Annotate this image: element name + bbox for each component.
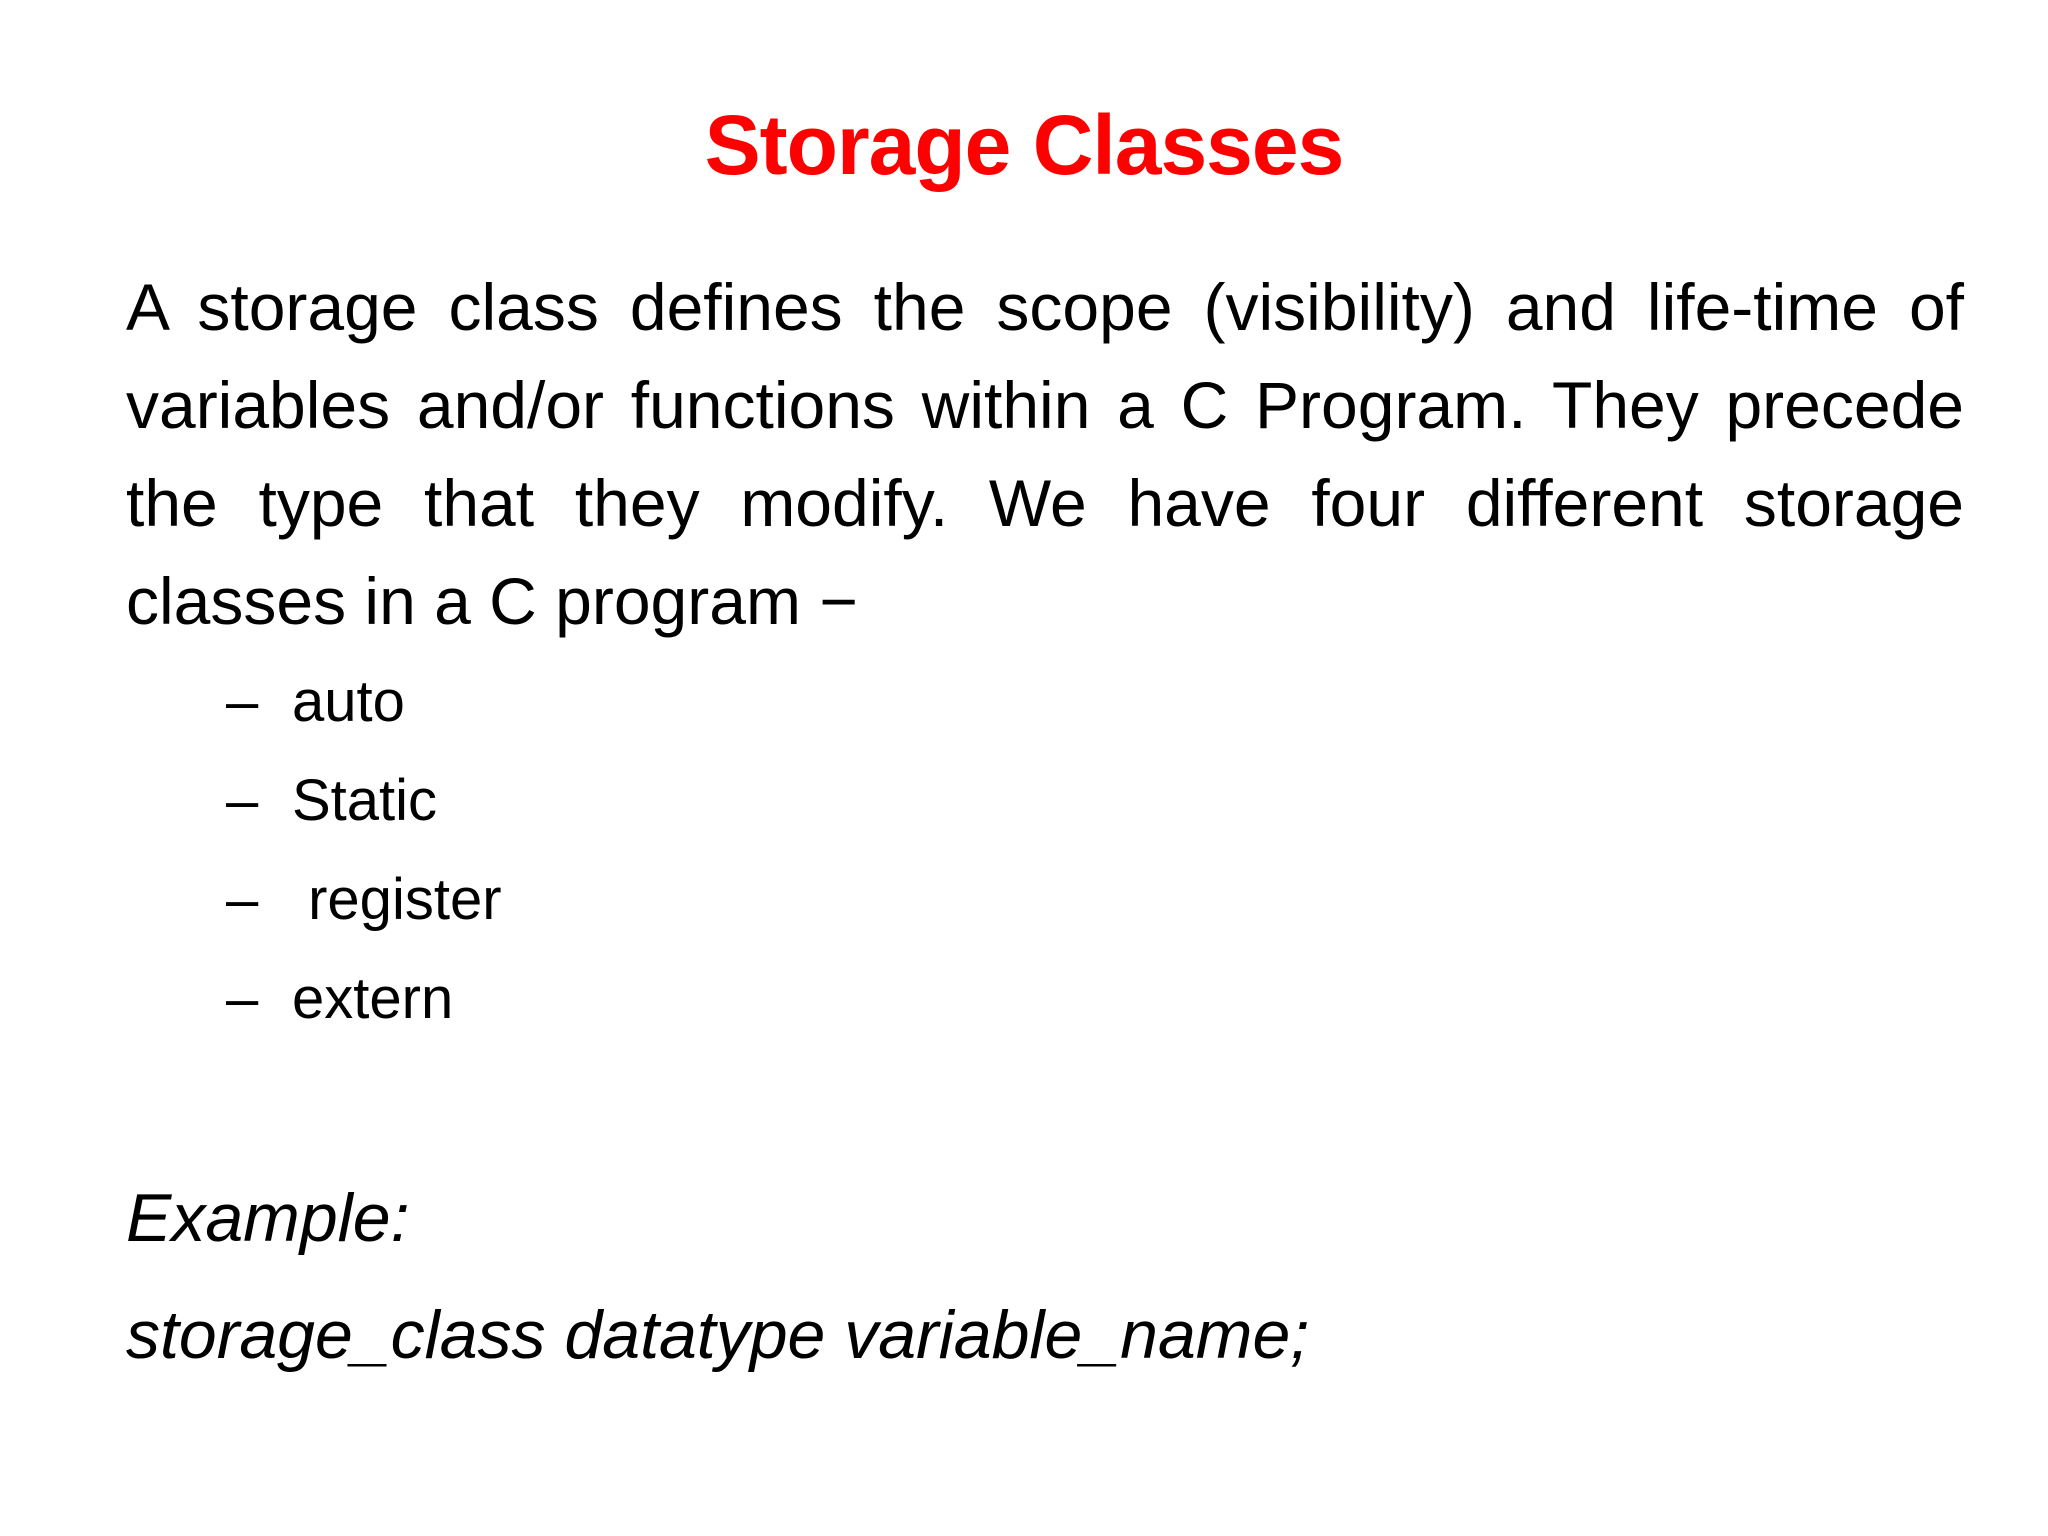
storage-class-list xyxy=(226,652,502,1048)
slide-title: Storage Classes xyxy=(704,98,1344,192)
list-item-auto xyxy=(226,652,502,751)
example-label: Example: xyxy=(126,1180,410,1256)
bullet-dash: – xyxy=(226,669,259,734)
bullet-dash: – xyxy=(226,768,259,833)
syntax-example: storage_class datatype variable_name; xyxy=(126,1297,1310,1373)
list-item-label: register xyxy=(292,867,502,932)
list-item-register xyxy=(226,850,502,949)
bullet-dash: – xyxy=(226,867,259,932)
list-item-label: extern xyxy=(292,966,454,1031)
bullet-dash: – xyxy=(226,966,259,1031)
list-item-label: auto xyxy=(292,669,405,734)
list-item-label: Static xyxy=(292,768,438,833)
definition-paragraph: A storage class defines the scope (visibility) and life-time of variables and/or functions within a C Program. They precede the type that they modify. We have four different storage classes in a C program − xyxy=(126,270,1964,638)
list-item-static xyxy=(226,751,502,850)
list-item-extern xyxy=(226,949,502,1048)
